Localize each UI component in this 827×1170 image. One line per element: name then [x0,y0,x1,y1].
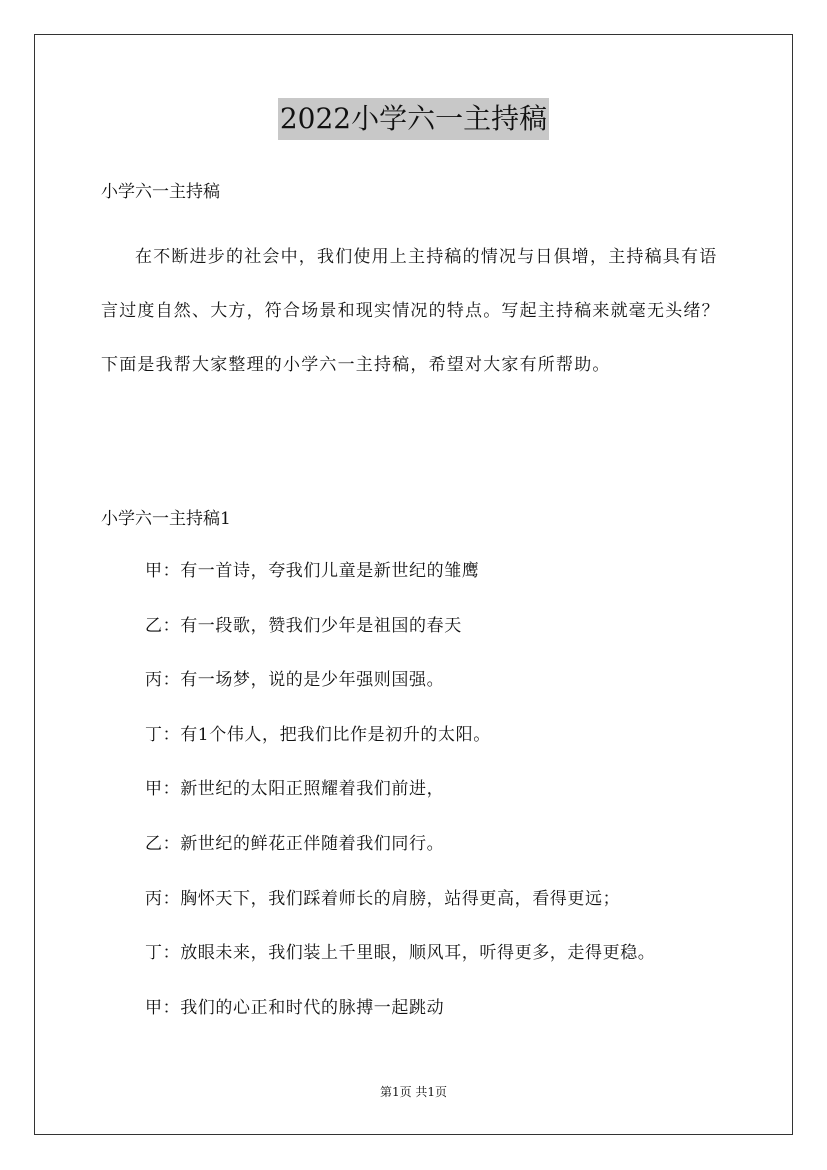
script-line: 甲：新世纪的太阳正照耀着我们前进， [145,779,445,800]
script-line: 甲：有一首诗，夸我们儿童是新世纪的雏鹰 [145,561,480,581]
script-line: 丁：放眼未来，我们装上千里眼，顺风耳，听得更多，走得更稳。 [145,943,656,964]
script-line: 丙：胸怀天下，我们踩着师长的肩膀，站得更高，看得更远； [145,888,621,909]
page-footer: 第1页 共1页 [379,1085,448,1099]
document-subtitle: 小学六一主持稿 [101,182,220,202]
title-container [0,98,827,140]
script-line: 乙：新世纪的鲜花正伴随着我们同行。 [145,833,445,854]
script-line: 丙：有一场梦，说的是少年强则国强。 [145,670,445,691]
intro-paragraph: 在不断进步的社会中，我们使用上主持稿的情况与日俱增，主持稿具有语言过度自然、大方，符合场景和现实情况的特点。写起主持稿来就毫无头绪？下面是我帮大家整理的小学六一主持稿，希望对大家有所帮助。 [101,247,720,375]
document-title: 2022小学六一主持稿 [278,98,549,140]
section-title: 小学六一主持稿1 [101,509,231,529]
script-lines [145,557,655,1048]
script-line: 甲：我们的心正和时代的脉搏一起跳动 [145,997,445,1018]
script-line: 丁：有1个伟人，把我们比作是初升的太阳。 [145,724,491,745]
script-line: 乙：有一段歌，赞我们少年是祖国的春天 [145,615,462,636]
